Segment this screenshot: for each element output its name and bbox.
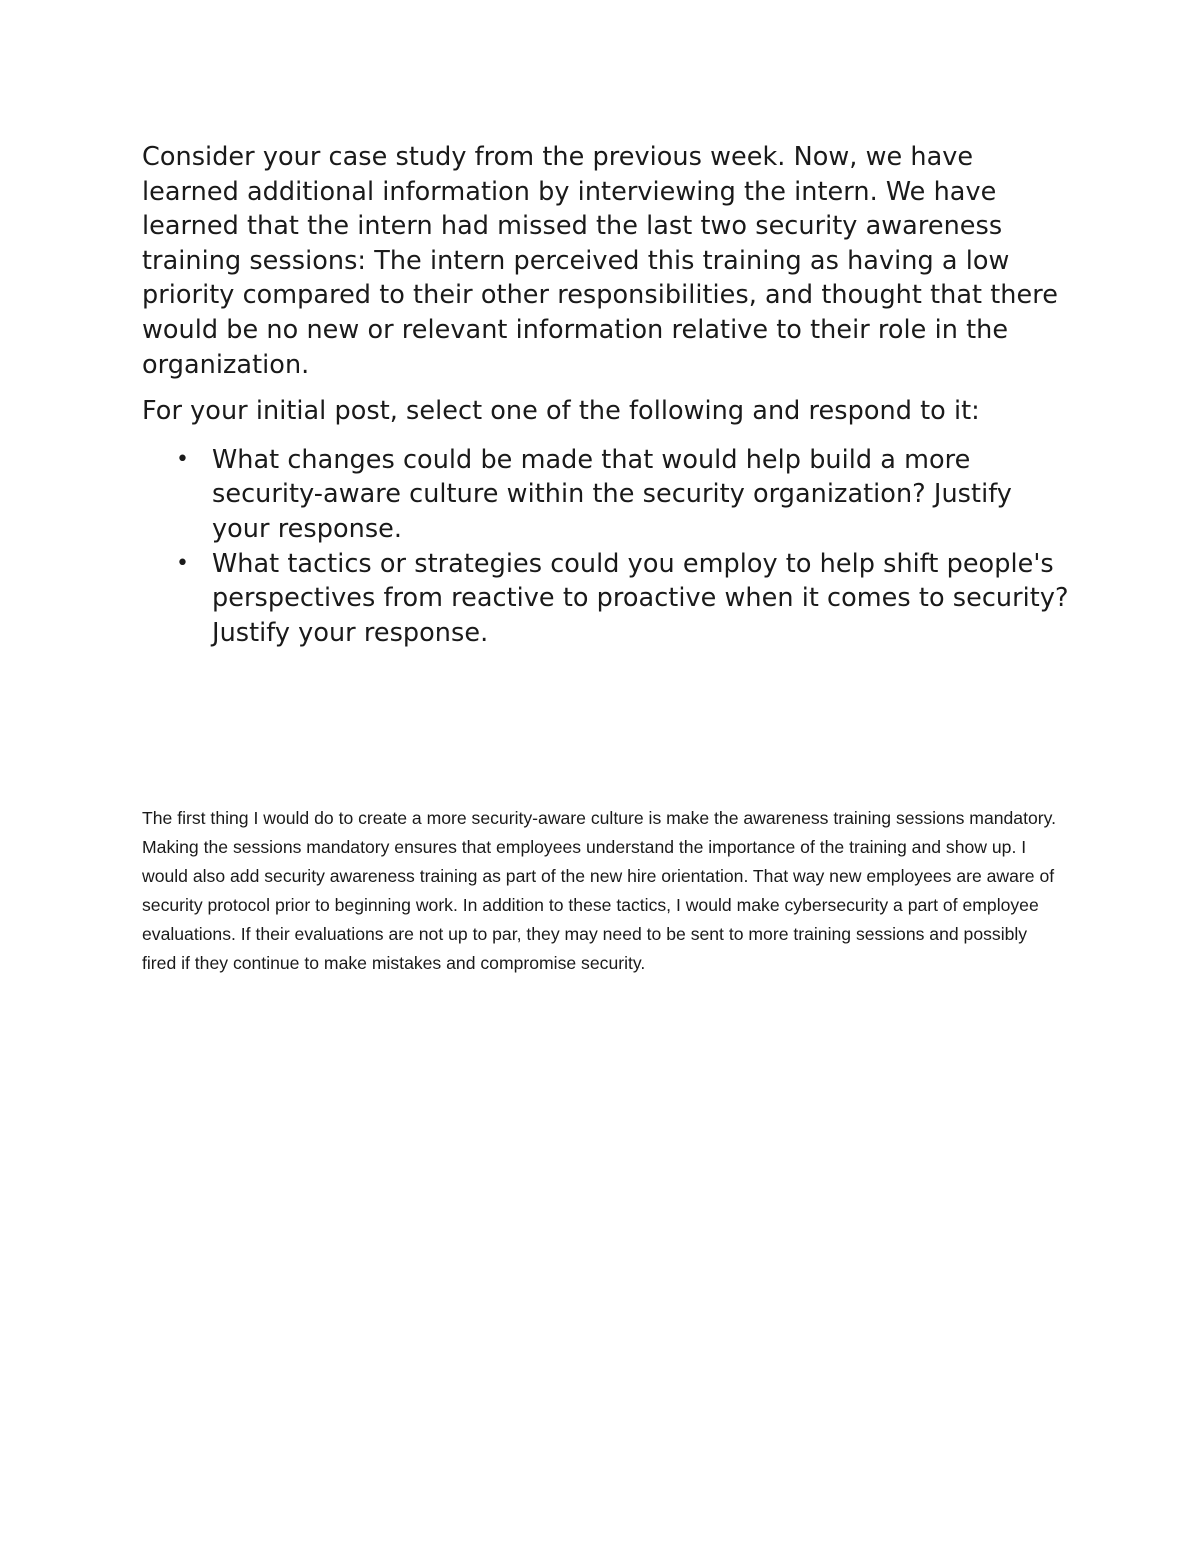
prompt-option-1-text: What changes could be made that would help build a more security-aware culture within the security organization? Justify your response. <box>212 444 1012 544</box>
prompt-paragraph-instructions: For your initial post, select one of the following and respond to it: <box>142 396 980 427</box>
assignment-prompt <box>142 140 1072 650</box>
prompt-option-1 <box>176 443 1072 547</box>
response-paragraph: The first thing I would do to create a more security-aware culture is make the awareness training sessions mandatory. Making the sessions mandatory ensures that employees understand the importance of the training and show up. I would also add security awareness training as part of the new hire orientation. That way new employees are aware of security protocol prior to beginning work. In addition to these tactics, I would make cybersecurity a part of employee evaluations. If their evaluations are not up to par, they may need to be sent to more training sessions and possibly fired if they continue to make mistakes and compromise security. <box>142 808 1056 973</box>
bullet-icon: • <box>176 446 190 472</box>
bullet-icon: • <box>176 550 190 576</box>
prompt-options-list <box>142 443 1072 651</box>
prompt-option-2-text: What tactics or strategies could you employ to help shift people's perspectives from reactive to proactive when it comes to security? Justify your response. <box>212 548 1069 648</box>
prompt-paragraph-case-study: Consider your case study from the previous week. Now, we have learned additional information by interviewing the intern. We have learned that the intern had missed the last two security awareness training sessions: The intern perceived this training as having a low priority compared to their other responsibilities, and thought that there would be no new or relevant information relative to their role in the organization. <box>142 142 1058 380</box>
prompt-option-2 <box>176 547 1072 651</box>
student-response <box>142 804 1057 977</box>
